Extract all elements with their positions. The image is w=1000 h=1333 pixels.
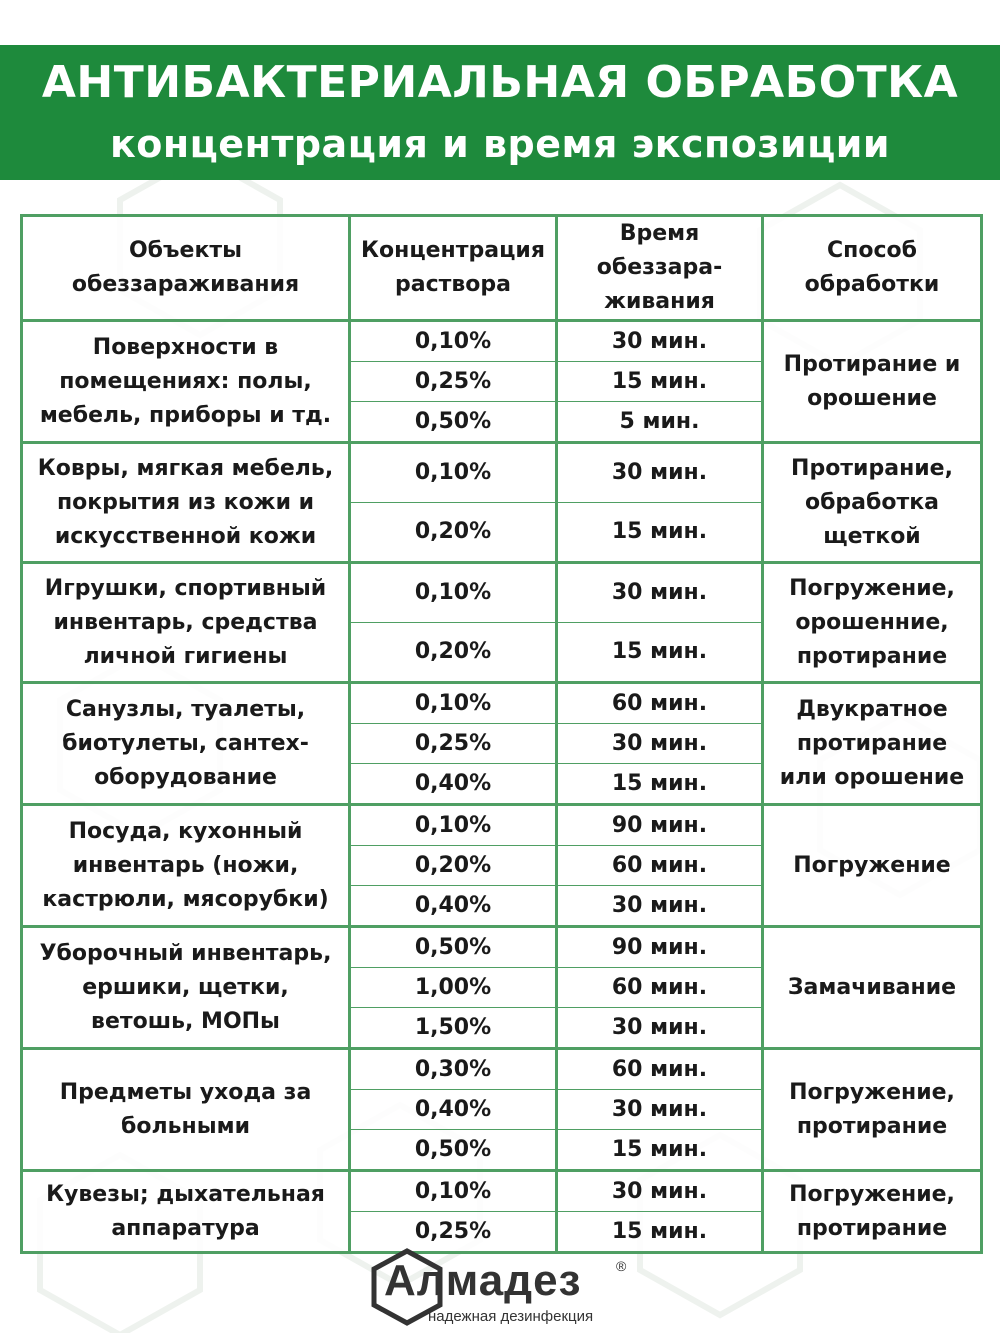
concentration-cell: 0,25% <box>350 1212 557 1253</box>
time-cell: 60 мин. <box>557 968 763 1008</box>
time-cell: 90 мин. <box>557 927 763 968</box>
concentration-cell: 0,25% <box>350 724 557 764</box>
object-cell: Санузлы, туалеты, биотулеты, сантех-оборудование <box>22 683 350 805</box>
concentration-cell: 0,10% <box>350 683 557 724</box>
brand-tagline: надежная дезинфекция <box>428 1308 594 1325</box>
time-cell: 30 мин. <box>557 724 763 764</box>
time-cell: 60 мин. <box>557 1049 763 1090</box>
object-cell: Посуда, кухонный инвентарь (ножи, кастрюли, мясорубки) <box>22 805 350 927</box>
method-cell: Замачивание <box>763 927 982 1049</box>
column-header-objects: Объекты обеззараживания <box>22 216 350 321</box>
column-header-time: Время обеззара-живания <box>557 216 763 321</box>
brand-logo <box>362 1246 642 1326</box>
registered-mark: ® <box>616 1258 627 1274</box>
brand-name: Алмадез <box>384 1256 582 1305</box>
concentration-cell: 0,50% <box>350 1130 557 1171</box>
table-row <box>22 1049 982 1090</box>
time-cell: 15 мин. <box>557 1130 763 1171</box>
concentration-cell: 0,10% <box>350 443 557 503</box>
object-cell: Игрушки, спортивный инвентарь, средства личной гигиены <box>22 563 350 683</box>
method-cell: Протирание и орошение <box>763 321 982 443</box>
method-cell: Двукратное протирание или орошение <box>763 683 982 805</box>
concentration-cell: 0,20% <box>350 846 557 886</box>
page-subtitle: концентрация и время экспозиции <box>109 122 891 166</box>
time-cell: 30 мин. <box>557 886 763 927</box>
table-row <box>22 1171 982 1212</box>
concentration-cell: 0,40% <box>350 886 557 927</box>
concentration-cell: 1,50% <box>350 1008 557 1049</box>
time-cell: 15 мин. <box>557 764 763 805</box>
table-header-row <box>22 216 982 321</box>
table-row <box>22 805 982 846</box>
concentration-cell: 0,10% <box>350 1171 557 1212</box>
table-row <box>22 927 982 968</box>
time-cell: 15 мин. <box>557 1212 763 1253</box>
object-cell: Поверхности в помещениях: полы, мебель, приборы и тд. <box>22 321 350 443</box>
column-header-method: Способ обработки <box>763 216 982 321</box>
table-row <box>22 443 982 503</box>
time-cell: 5 мин. <box>557 402 763 443</box>
concentration-cell: 0,10% <box>350 321 557 362</box>
column-header-concentration: Концентрация раствора <box>350 216 557 321</box>
concentration-cell: 0,20% <box>350 623 557 683</box>
time-cell: 60 мин. <box>557 846 763 886</box>
object-cell: Ковры, мягкая мебель, покрытия из кожи и искусственной кожи <box>22 443 350 563</box>
concentration-cell: 0,40% <box>350 1090 557 1130</box>
concentration-cell: 0,10% <box>350 805 557 846</box>
time-cell: 30 мин. <box>557 1090 763 1130</box>
method-cell: Погружение, протирание <box>763 1171 982 1253</box>
method-cell: Протирание, обработка щеткой <box>763 443 982 563</box>
treatment-table <box>20 214 983 1254</box>
object-cell: Кувезы; дыхательная аппаратура <box>22 1171 350 1253</box>
header-banner <box>0 45 1000 180</box>
time-cell: 15 мин. <box>557 503 763 563</box>
time-cell: 30 мин. <box>557 1008 763 1049</box>
method-cell: Погружение <box>763 805 982 927</box>
table-row <box>22 683 982 724</box>
object-cell: Предметы ухода за больными <box>22 1049 350 1171</box>
time-cell: 60 мин. <box>557 683 763 724</box>
object-cell: Уборочный инвентарь, ершики, щетки, ветошь, МОПы <box>22 927 350 1049</box>
concentration-cell: 0,10% <box>350 563 557 623</box>
table-row <box>22 563 982 623</box>
concentration-cell: 0,20% <box>350 503 557 563</box>
time-cell: 15 мин. <box>557 623 763 683</box>
concentration-cell: 0,50% <box>350 927 557 968</box>
concentration-cell: 0,40% <box>350 764 557 805</box>
time-cell: 30 мин. <box>557 443 763 503</box>
time-cell: 90 мин. <box>557 805 763 846</box>
time-cell: 15 мин. <box>557 362 763 402</box>
table-row <box>22 321 982 362</box>
page-title: АНТИБАКТЕРИАЛЬНАЯ ОБРАБОТКА <box>41 57 959 108</box>
concentration-cell: 0,25% <box>350 362 557 402</box>
time-cell: 30 мин. <box>557 321 763 362</box>
concentration-cell: 1,00% <box>350 968 557 1008</box>
time-cell: 30 мин. <box>557 1171 763 1212</box>
concentration-cell: 0,30% <box>350 1049 557 1090</box>
time-cell: 30 мин. <box>557 563 763 623</box>
method-cell: Погружение, протирание <box>763 1049 982 1171</box>
concentration-cell: 0,50% <box>350 402 557 443</box>
method-cell: Погружение, орошенние, протирание <box>763 563 982 683</box>
